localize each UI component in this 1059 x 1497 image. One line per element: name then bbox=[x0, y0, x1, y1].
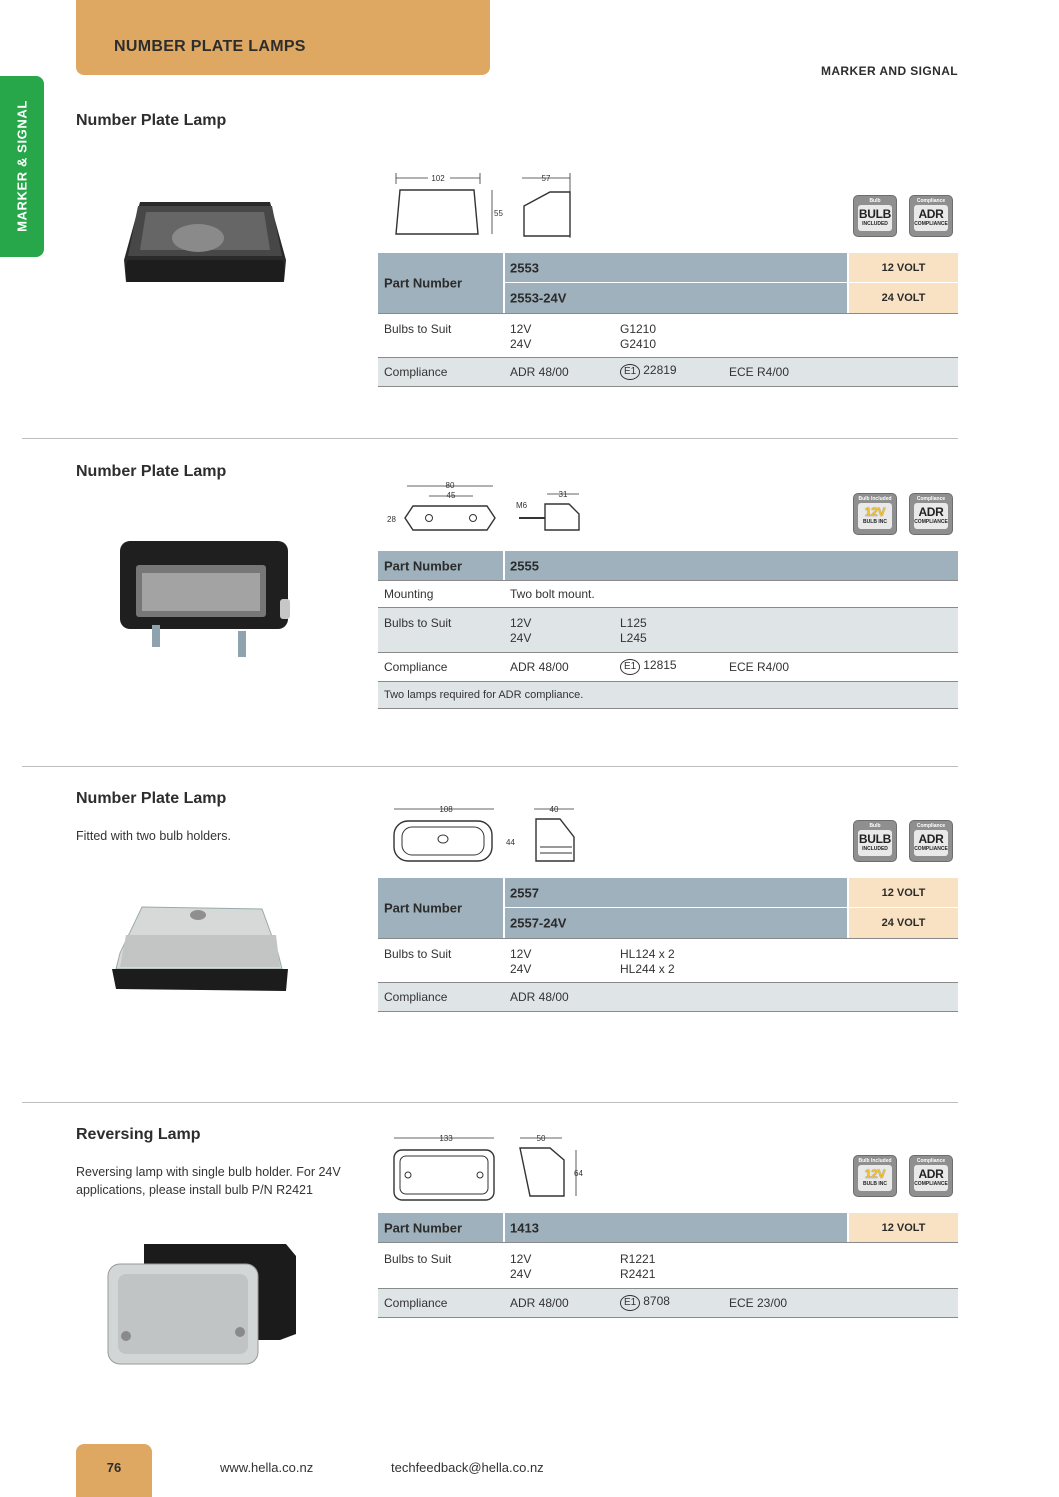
bulb-voltage: 24V bbox=[510, 631, 532, 645]
product-image bbox=[110, 190, 300, 300]
part-number-row bbox=[378, 1213, 958, 1243]
emark: E1 8708 bbox=[620, 1294, 670, 1311]
compliance-row bbox=[378, 653, 958, 682]
adr-compliance-badge: Compliance ADR COMPLIANCE bbox=[909, 195, 953, 237]
mounting-row bbox=[378, 581, 958, 608]
product-description: Reversing lamp with single bulb holder. For 24V bbox=[76, 1165, 341, 1179]
bulb-code: L245 bbox=[620, 631, 647, 645]
part-number-label: Part Number bbox=[384, 275, 463, 291]
voltage-cell: 24 VOLT bbox=[849, 283, 958, 313]
compliance-row bbox=[378, 983, 958, 1012]
part-number-cell[interactable]: 2553-24V bbox=[505, 283, 847, 313]
product-image bbox=[112, 535, 298, 665]
note-text: Two lamps required for ADR compliance. bbox=[384, 689, 584, 701]
bulbs-label: Bulbs to Suit bbox=[384, 322, 452, 336]
adr-value: ADR 48/00 bbox=[510, 1296, 569, 1310]
divider bbox=[22, 766, 958, 767]
side-tab-label: MARKER & SIGNAL bbox=[14, 100, 30, 232]
section-label: MARKER AND SIGNAL bbox=[820, 64, 958, 78]
bulb-voltage: 24V bbox=[510, 337, 532, 351]
compliance-row bbox=[378, 358, 958, 387]
dim-height: 28 bbox=[387, 515, 396, 524]
bulb-code: R2421 bbox=[620, 1267, 656, 1281]
dim-depth: 31 bbox=[558, 490, 568, 499]
bulb-12v-badge: Bulb Included 12V BULB INC bbox=[853, 493, 897, 535]
part-number-label: Part Number bbox=[384, 1220, 463, 1235]
emark: E1 12815 bbox=[620, 658, 677, 675]
bulbs-label: Bulbs to Suit bbox=[384, 1252, 452, 1266]
voltage-cell: 12 VOLT bbox=[849, 253, 958, 282]
part-number-row bbox=[378, 253, 958, 314]
ece-value: ECE R4/00 bbox=[729, 365, 790, 379]
ece-value: ECE 23/00 bbox=[729, 1296, 788, 1310]
dim-width: 102 bbox=[431, 174, 445, 183]
product-image bbox=[104, 1240, 300, 1370]
adr-compliance-badge: Compliance ADR COMPLIANCE bbox=[909, 820, 953, 862]
page-number: 76 bbox=[106, 1460, 122, 1475]
bulb-included-badge: Bulb BULB INCLUDED bbox=[853, 820, 897, 862]
bulb-voltage: 12V bbox=[510, 322, 532, 336]
spec-table bbox=[378, 253, 958, 387]
part-number-row bbox=[378, 551, 958, 581]
compliance-label: Compliance bbox=[384, 660, 448, 674]
product-title: Number Plate Lamp bbox=[76, 790, 227, 807]
dim-height: 44 bbox=[506, 838, 515, 847]
adr-value: ADR 48/00 bbox=[510, 660, 569, 674]
part-number-cell[interactable]: 2555 bbox=[505, 551, 958, 580]
voltage-cell: 12 VOLT bbox=[849, 1213, 958, 1242]
bulb-code: L125 bbox=[620, 616, 647, 630]
product-title: Reversing Lamp bbox=[76, 1126, 201, 1143]
dimension-drawing bbox=[390, 170, 580, 245]
ece-value: ECE R4/00 bbox=[729, 660, 790, 674]
bulbs-label: Bulbs to Suit bbox=[384, 947, 452, 961]
compliance-row bbox=[378, 1289, 958, 1318]
bulb-code: G1210 bbox=[620, 322, 657, 336]
dim-thread: M6 bbox=[516, 501, 528, 510]
part-number-cell[interactable]: 2557-24V bbox=[505, 908, 847, 938]
part-number-cell[interactable]: 1413 bbox=[505, 1213, 847, 1242]
part-number-label: Part Number bbox=[384, 900, 463, 916]
voltage-cell: 12 VOLT bbox=[849, 878, 958, 907]
product-title: Number Plate Lamp bbox=[76, 463, 227, 480]
bulb-voltage: 12V bbox=[510, 616, 532, 630]
dim-width: 108 bbox=[439, 805, 453, 814]
adr-compliance-badge: Compliance ADR COMPLIANCE bbox=[909, 493, 953, 535]
side-tab[interactable] bbox=[0, 76, 44, 257]
dim-height: 64 bbox=[574, 1169, 583, 1178]
bulbs-row bbox=[378, 314, 958, 358]
spec-table bbox=[378, 551, 958, 709]
website-link[interactable]: www.hella.co.nz bbox=[220, 1460, 314, 1475]
bulbs-row bbox=[378, 1243, 958, 1289]
dimension-drawing bbox=[383, 478, 583, 538]
dim-bolt: 45 bbox=[446, 491, 456, 500]
dim-width: 133 bbox=[439, 1134, 453, 1143]
emark-icon: E1 bbox=[620, 1295, 640, 1311]
dimension-drawing bbox=[390, 1130, 590, 1204]
spec-table bbox=[378, 878, 958, 1012]
dim-width: 80 bbox=[445, 481, 455, 490]
compliance-label: Compliance bbox=[384, 990, 448, 1004]
product-image bbox=[106, 895, 296, 1005]
divider bbox=[22, 1102, 958, 1103]
product-title: Number Plate Lamp bbox=[76, 112, 227, 129]
part-number-cell[interactable]: 2557 bbox=[505, 878, 847, 907]
mounting-label: Mounting bbox=[384, 587, 434, 601]
dimension-drawing bbox=[390, 803, 580, 865]
bulb-code: HL244 x 2 bbox=[620, 962, 675, 976]
compliance-label: Compliance bbox=[384, 1296, 448, 1310]
adr-compliance-badge: Compliance ADR COMPLIANCE bbox=[909, 1155, 953, 1197]
dim-depth: 50 bbox=[536, 1134, 546, 1143]
bulb-code: R1221 bbox=[620, 1252, 656, 1266]
compliance-label: Compliance bbox=[384, 365, 448, 379]
part-number-row bbox=[378, 878, 958, 939]
bulbs-row bbox=[378, 939, 958, 983]
emark-icon: E1 bbox=[620, 659, 640, 675]
emark-icon: E1 bbox=[620, 364, 640, 380]
bulb-code: HL124 x 2 bbox=[620, 947, 675, 961]
bulb-voltage: 12V bbox=[510, 947, 532, 961]
divider bbox=[22, 438, 958, 439]
voltage-cell: 24 VOLT bbox=[849, 908, 958, 938]
dim-depth: 40 bbox=[549, 805, 559, 814]
emark: E1 22819 bbox=[620, 363, 677, 380]
page-number-tab bbox=[76, 1444, 152, 1497]
spec-table bbox=[378, 1213, 958, 1318]
bulbs-row bbox=[378, 608, 958, 653]
bulb-12v-badge: Bulb Included 12V BULB INC bbox=[853, 1155, 897, 1197]
adr-value: ADR 48/00 bbox=[510, 990, 569, 1004]
dim-height: 55 bbox=[494, 209, 503, 218]
bulbs-label: Bulbs to Suit bbox=[384, 616, 452, 630]
mounting-value: Two bolt mount. bbox=[510, 587, 595, 601]
bulb-voltage: 12V bbox=[510, 1252, 532, 1266]
bulb-included-badge: Bulb BULB INCLUDED bbox=[853, 195, 897, 237]
page-title: NUMBER PLATE LAMPS bbox=[114, 38, 306, 55]
dim-depth: 57 bbox=[541, 174, 551, 183]
header-tab bbox=[76, 0, 490, 75]
bulb-voltage: 24V bbox=[510, 962, 532, 976]
product-description: applications, please install bulb P/N R2421 bbox=[76, 1183, 313, 1197]
adr-value: ADR 48/00 bbox=[510, 365, 569, 379]
part-number-cell[interactable]: 2553 bbox=[505, 253, 847, 282]
note-row bbox=[378, 682, 958, 709]
bulb-voltage: 24V bbox=[510, 1267, 532, 1281]
email-link[interactable]: techfeedback@hella.co.nz bbox=[391, 1460, 544, 1475]
bulb-code: G2410 bbox=[620, 337, 657, 351]
part-number-label: Part Number bbox=[384, 558, 463, 573]
product-description: Fitted with two bulb holders. bbox=[76, 829, 231, 843]
